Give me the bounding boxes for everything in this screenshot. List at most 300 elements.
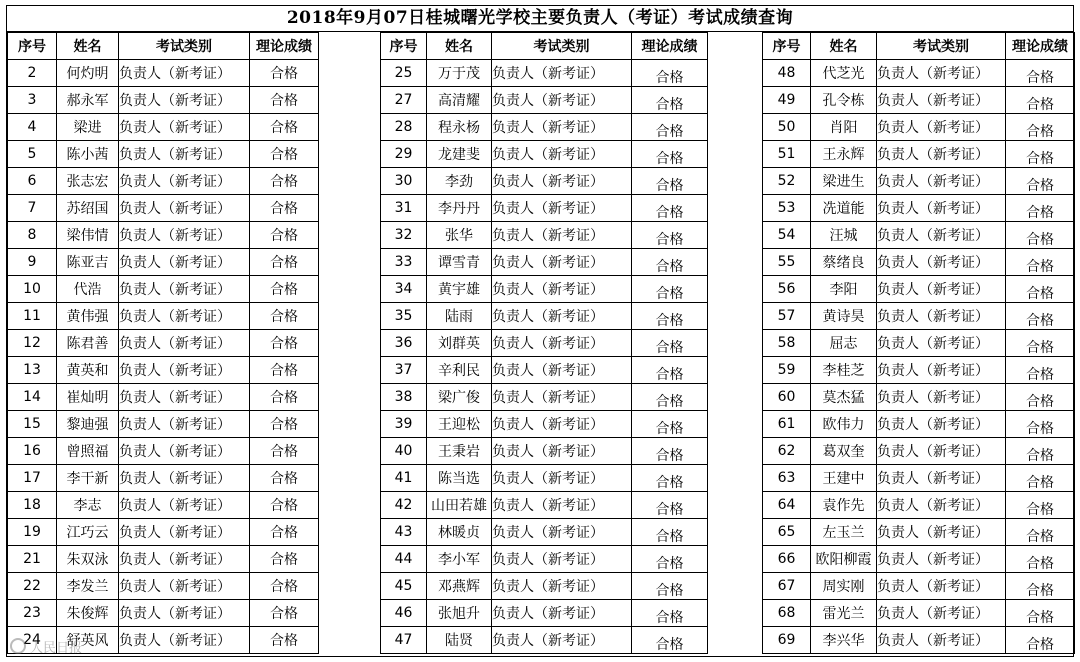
exam-category: 负责人（新考证） xyxy=(492,195,632,222)
theory-result-text: 合格 xyxy=(270,579,298,595)
exam-category: 负责人（新考证） xyxy=(877,195,1006,222)
table-row xyxy=(8,546,319,573)
candidate-name: 曾照福 xyxy=(57,438,119,465)
theory-result xyxy=(1006,222,1075,249)
row-number: 35 xyxy=(381,303,427,330)
row-number: 63 xyxy=(763,465,811,492)
row-number: 25 xyxy=(381,60,427,87)
candidate-name: 张华 xyxy=(427,222,492,249)
candidate-name: 朱双泳 xyxy=(57,546,119,573)
candidate-name: 李小军 xyxy=(427,546,492,573)
exam-category: 负责人（新考证） xyxy=(119,303,250,330)
table-row xyxy=(763,168,1075,195)
theory-result-text: 合格 xyxy=(270,120,298,136)
exam-category: 负责人（新考证） xyxy=(119,114,250,141)
row-number: 44 xyxy=(381,546,427,573)
theory-result xyxy=(632,60,708,87)
table-row xyxy=(763,195,1075,222)
theory-result xyxy=(250,573,319,600)
candidate-name: 欧阳柳霞 xyxy=(811,546,877,573)
table-row xyxy=(8,438,319,465)
exam-category: 负责人（新考证） xyxy=(492,384,632,411)
theory-result xyxy=(250,276,319,303)
table-row xyxy=(763,60,1075,87)
row-number: 21 xyxy=(8,546,57,573)
theory-result-text: 合格 xyxy=(655,556,684,572)
header-row xyxy=(8,33,319,60)
exam-category: 负责人（新考证） xyxy=(877,573,1006,600)
row-number: 42 xyxy=(381,492,427,519)
exam-category: 负责人（新考证） xyxy=(877,465,1006,492)
row-number: 56 xyxy=(763,276,811,303)
candidate-name: 张志宏 xyxy=(57,168,119,195)
row-number: 45 xyxy=(381,573,427,600)
candidate-name: 李丹丹 xyxy=(427,195,492,222)
theory-result xyxy=(1006,303,1075,330)
row-number: 34 xyxy=(381,276,427,303)
theory-result-text: 合格 xyxy=(655,394,684,410)
table-row xyxy=(8,492,319,519)
theory-result xyxy=(632,195,708,222)
results-table-2 xyxy=(380,32,708,654)
results-table-1 xyxy=(7,32,319,654)
theory-result-text: 合格 xyxy=(1026,313,1054,329)
candidate-name: 李桂芝 xyxy=(811,357,877,384)
table-row xyxy=(381,492,708,519)
exam-category: 负责人（新考证） xyxy=(877,546,1006,573)
theory-result-text: 合格 xyxy=(655,313,684,329)
exam-category: 负责人（新考证） xyxy=(877,60,1006,87)
candidate-name: 王秉岩 xyxy=(427,438,492,465)
column-header-seq: 序号 xyxy=(381,33,427,60)
table-row xyxy=(8,600,319,627)
candidate-name: 葛双奎 xyxy=(811,438,877,465)
theory-result xyxy=(250,168,319,195)
candidate-name: 谭雪青 xyxy=(427,249,492,276)
theory-result xyxy=(1006,357,1075,384)
theory-result xyxy=(1006,60,1075,87)
theory-result xyxy=(632,465,708,492)
candidate-name: 何灼明 xyxy=(57,60,119,87)
theory-result-text: 合格 xyxy=(270,417,298,433)
column-header-category: 考试类别 xyxy=(492,33,632,60)
column-header-category: 考试类别 xyxy=(877,33,1006,60)
column-header-category: 考试类别 xyxy=(119,33,250,60)
candidate-name: 李志 xyxy=(57,492,119,519)
theory-result xyxy=(632,384,708,411)
candidate-name: 李发兰 xyxy=(57,573,119,600)
row-number: 67 xyxy=(763,573,811,600)
table-row xyxy=(381,357,708,384)
theory-result-text: 合格 xyxy=(655,286,684,302)
header-row xyxy=(381,33,708,60)
candidate-name: 辛利民 xyxy=(427,357,492,384)
theory-result-text: 合格 xyxy=(1026,367,1054,383)
theory-result xyxy=(1006,276,1075,303)
theory-result xyxy=(632,249,708,276)
theory-result-text: 合格 xyxy=(1026,421,1054,437)
exam-category: 负责人（新考证） xyxy=(119,492,250,519)
row-number: 11 xyxy=(8,303,57,330)
table-row xyxy=(763,600,1075,627)
theory-result xyxy=(250,357,319,384)
candidate-name: 黎迪强 xyxy=(57,411,119,438)
row-number: 57 xyxy=(763,303,811,330)
theory-result xyxy=(632,357,708,384)
theory-result xyxy=(1006,492,1075,519)
candidate-name: 李干新 xyxy=(57,465,119,492)
theory-result-text: 合格 xyxy=(270,255,298,271)
exam-category: 负责人（新考证） xyxy=(119,465,250,492)
table-row xyxy=(763,249,1075,276)
candidate-name: 代芝光 xyxy=(811,60,877,87)
theory-result-text: 合格 xyxy=(270,228,298,244)
exam-category: 负责人（新考证） xyxy=(119,195,250,222)
theory-result xyxy=(1006,627,1075,654)
candidate-name: 林暖贞 xyxy=(427,519,492,546)
row-number: 48 xyxy=(763,60,811,87)
exam-category: 负责人（新考证） xyxy=(877,330,1006,357)
row-number: 33 xyxy=(381,249,427,276)
exam-category: 负责人（新考证） xyxy=(877,492,1006,519)
exam-category: 负责人（新考证） xyxy=(119,87,250,114)
table-row xyxy=(381,114,708,141)
exam-category: 负责人（新考证） xyxy=(877,519,1006,546)
row-number: 32 xyxy=(381,222,427,249)
table-row xyxy=(8,168,319,195)
theory-result xyxy=(632,492,708,519)
row-number: 10 xyxy=(8,276,57,303)
row-number: 64 xyxy=(763,492,811,519)
table-row xyxy=(8,60,319,87)
sheet-title: 2018年9月07日桂城曙光学校主要负责人（考证）考试成绩查询 xyxy=(7,6,1073,32)
row-number: 13 xyxy=(8,357,57,384)
theory-result xyxy=(250,519,319,546)
column-header-name: 姓名 xyxy=(427,33,492,60)
exam-category: 负责人（新考证） xyxy=(877,438,1006,465)
theory-result xyxy=(1006,465,1075,492)
exam-category: 负责人（新考证） xyxy=(492,330,632,357)
candidate-name: 汪城 xyxy=(811,222,877,249)
theory-result xyxy=(250,438,319,465)
theory-result xyxy=(250,330,319,357)
table-row xyxy=(381,465,708,492)
results-table-3 xyxy=(762,32,1075,654)
theory-result-text: 合格 xyxy=(655,610,684,626)
theory-result xyxy=(632,276,708,303)
table-row xyxy=(763,276,1075,303)
theory-result-text: 合格 xyxy=(655,232,684,248)
theory-result xyxy=(1006,330,1075,357)
row-number: 36 xyxy=(381,330,427,357)
table-row xyxy=(763,627,1075,654)
theory-result-text: 合格 xyxy=(1026,394,1054,410)
theory-result-text: 合格 xyxy=(1026,178,1054,194)
theory-result xyxy=(250,249,319,276)
row-number: 23 xyxy=(8,600,57,627)
table-row xyxy=(763,114,1075,141)
candidate-name: 屈志 xyxy=(811,330,877,357)
column-header-seq: 序号 xyxy=(8,33,57,60)
candidate-name: 郝永军 xyxy=(57,87,119,114)
candidate-name: 陈小茜 xyxy=(57,141,119,168)
row-number: 60 xyxy=(763,384,811,411)
table-row xyxy=(381,276,708,303)
candidate-name: 陈亚吉 xyxy=(57,249,119,276)
exam-category: 负责人（新考证） xyxy=(492,87,632,114)
table-row xyxy=(8,357,319,384)
theory-result xyxy=(1006,168,1075,195)
candidate-name: 李兴华 xyxy=(811,627,877,654)
row-number: 69 xyxy=(763,627,811,654)
theory-result-text: 合格 xyxy=(655,70,684,86)
candidate-name: 周实刚 xyxy=(811,573,877,600)
table-row xyxy=(381,168,708,195)
theory-result-text: 合格 xyxy=(1026,151,1054,167)
candidate-name: 江巧云 xyxy=(57,519,119,546)
row-number: 65 xyxy=(763,519,811,546)
candidate-name: 万于茂 xyxy=(427,60,492,87)
row-number: 47 xyxy=(381,627,427,654)
theory-result xyxy=(1006,114,1075,141)
row-number: 40 xyxy=(381,438,427,465)
table-row xyxy=(381,519,708,546)
row-number: 54 xyxy=(763,222,811,249)
row-number: 53 xyxy=(763,195,811,222)
theory-result-text: 合格 xyxy=(1026,232,1054,248)
candidate-name: 雷光兰 xyxy=(811,600,877,627)
exam-category: 负责人（新考证） xyxy=(492,60,632,87)
theory-result xyxy=(632,168,708,195)
table-row xyxy=(381,60,708,87)
table-row xyxy=(8,249,319,276)
theory-result-text: 合格 xyxy=(1026,124,1054,140)
score-sheet xyxy=(6,5,1074,657)
column-header-result: 理论成绩 xyxy=(250,33,319,60)
theory-result-text: 合格 xyxy=(270,174,298,190)
row-number: 17 xyxy=(8,465,57,492)
theory-result xyxy=(632,222,708,249)
exam-category: 负责人（新考证） xyxy=(492,222,632,249)
row-number: 30 xyxy=(381,168,427,195)
table-row xyxy=(8,222,319,249)
exam-category: 负责人（新考证） xyxy=(877,87,1006,114)
theory-result-text: 合格 xyxy=(655,448,684,464)
table-row xyxy=(763,492,1075,519)
column-header-result: 理论成绩 xyxy=(632,33,708,60)
theory-result xyxy=(1006,600,1075,627)
table-row xyxy=(763,357,1075,384)
table-row xyxy=(8,276,319,303)
theory-result xyxy=(250,195,319,222)
theory-result-text: 合格 xyxy=(655,259,684,275)
theory-result-text: 合格 xyxy=(1026,70,1054,86)
candidate-name: 梁进 xyxy=(57,114,119,141)
row-number: 52 xyxy=(763,168,811,195)
exam-category: 负责人（新考证） xyxy=(492,249,632,276)
candidate-name: 冼道能 xyxy=(811,195,877,222)
theory-result xyxy=(632,114,708,141)
table-row xyxy=(763,222,1075,249)
table-row xyxy=(763,573,1075,600)
table-row xyxy=(8,411,319,438)
exam-category: 负责人（新考证） xyxy=(119,249,250,276)
table-row xyxy=(381,222,708,249)
row-number: 22 xyxy=(8,573,57,600)
row-number: 37 xyxy=(381,357,427,384)
exam-category: 负责人（新考证） xyxy=(119,141,250,168)
theory-result xyxy=(632,303,708,330)
watermark-text: 人民日报 xyxy=(30,641,83,656)
theory-result xyxy=(1006,546,1075,573)
table-row xyxy=(763,411,1075,438)
candidate-name: 朱俊辉 xyxy=(57,600,119,627)
theory-result-text: 合格 xyxy=(1026,475,1054,491)
table-row xyxy=(381,438,708,465)
row-number: 49 xyxy=(763,87,811,114)
table-row xyxy=(381,627,708,654)
candidate-name: 蔡绪良 xyxy=(811,249,877,276)
theory-result xyxy=(632,519,708,546)
theory-result-text: 合格 xyxy=(655,97,684,113)
column-header-name: 姓名 xyxy=(57,33,119,60)
column-header-seq: 序号 xyxy=(763,33,811,60)
candidate-name: 陈君善 xyxy=(57,330,119,357)
table-row xyxy=(381,195,708,222)
row-number: 2 xyxy=(8,60,57,87)
theory-result xyxy=(1006,249,1075,276)
watermark xyxy=(10,637,82,656)
candidate-name: 左玉兰 xyxy=(811,519,877,546)
theory-result xyxy=(632,87,708,114)
row-number: 43 xyxy=(381,519,427,546)
theory-result-text: 合格 xyxy=(655,475,684,491)
theory-result-text: 合格 xyxy=(1026,556,1054,572)
table-row xyxy=(381,87,708,114)
theory-result xyxy=(250,627,319,654)
table-row xyxy=(8,303,319,330)
row-number: 46 xyxy=(381,600,427,627)
theory-result-text: 合格 xyxy=(655,124,684,140)
exam-category: 负责人（新考证） xyxy=(492,114,632,141)
table-row xyxy=(381,600,708,627)
table-row xyxy=(381,249,708,276)
theory-result-text: 合格 xyxy=(1026,205,1054,221)
row-number: 41 xyxy=(381,465,427,492)
exam-category: 负责人（新考证） xyxy=(492,519,632,546)
exam-category: 负责人（新考证） xyxy=(119,519,250,546)
theory-result-text: 合格 xyxy=(270,66,298,82)
exam-category: 负责人（新考证） xyxy=(877,303,1006,330)
table-row xyxy=(8,87,319,114)
exam-category: 负责人（新考证） xyxy=(877,141,1006,168)
theory-result-text: 合格 xyxy=(270,606,298,622)
table-row xyxy=(381,330,708,357)
theory-result xyxy=(1006,519,1075,546)
column-header-result: 理论成绩 xyxy=(1006,33,1075,60)
row-number: 5 xyxy=(8,141,57,168)
row-number: 31 xyxy=(381,195,427,222)
candidate-name: 梁进生 xyxy=(811,168,877,195)
theory-result xyxy=(1006,384,1075,411)
theory-result-text: 合格 xyxy=(1026,286,1054,302)
theory-result xyxy=(632,546,708,573)
exam-category: 负责人（新考证） xyxy=(877,276,1006,303)
table-row xyxy=(381,141,708,168)
theory-result xyxy=(632,627,708,654)
theory-result-text: 合格 xyxy=(270,147,298,163)
theory-result xyxy=(632,600,708,627)
candidate-name: 陆贤 xyxy=(427,627,492,654)
table-row xyxy=(763,465,1075,492)
theory-result xyxy=(250,465,319,492)
exam-category: 负责人（新考证） xyxy=(877,222,1006,249)
table-row xyxy=(763,141,1075,168)
theory-result xyxy=(1006,195,1075,222)
candidate-name: 莫杰猛 xyxy=(811,384,877,411)
exam-category: 负责人（新考证） xyxy=(492,438,632,465)
theory-result-text: 合格 xyxy=(270,363,298,379)
table-row xyxy=(8,465,319,492)
theory-result xyxy=(1006,141,1075,168)
theory-result xyxy=(250,600,319,627)
row-number: 50 xyxy=(763,114,811,141)
exam-category: 负责人（新考证） xyxy=(492,168,632,195)
candidate-name: 黄英和 xyxy=(57,357,119,384)
exam-category: 负责人（新考证） xyxy=(492,141,632,168)
table-row xyxy=(763,303,1075,330)
theory-result xyxy=(250,384,319,411)
theory-result xyxy=(632,141,708,168)
exam-category: 负责人（新考证） xyxy=(119,600,250,627)
exam-category: 负责人（新考证） xyxy=(492,276,632,303)
row-number: 29 xyxy=(381,141,427,168)
header-row xyxy=(763,33,1075,60)
row-number: 6 xyxy=(8,168,57,195)
candidate-name: 邓燕辉 xyxy=(427,573,492,600)
table-row xyxy=(763,87,1075,114)
theory-result xyxy=(250,303,319,330)
exam-category: 负责人（新考证） xyxy=(877,627,1006,654)
candidate-name: 梁伟情 xyxy=(57,222,119,249)
candidate-name: 刘群英 xyxy=(427,330,492,357)
exam-category: 负责人（新考证） xyxy=(119,573,250,600)
table-row xyxy=(8,114,319,141)
table-row xyxy=(381,384,708,411)
row-number: 68 xyxy=(763,600,811,627)
exam-category: 负责人（新考证） xyxy=(877,168,1006,195)
row-number: 61 xyxy=(763,411,811,438)
exam-category: 负责人（新考证） xyxy=(877,249,1006,276)
theory-result-text: 合格 xyxy=(270,633,298,649)
table-row xyxy=(763,519,1075,546)
row-number: 58 xyxy=(763,330,811,357)
candidate-name: 崔灿明 xyxy=(57,384,119,411)
theory-result-text: 合格 xyxy=(270,309,298,325)
row-number: 19 xyxy=(8,519,57,546)
exam-category: 负责人（新考证） xyxy=(119,222,250,249)
theory-result-text: 合格 xyxy=(655,529,684,545)
theory-result-text: 合格 xyxy=(655,367,684,383)
candidate-name: 王永辉 xyxy=(811,141,877,168)
theory-result-text: 合格 xyxy=(655,583,684,599)
table-row xyxy=(8,141,319,168)
exam-category: 负责人（新考证） xyxy=(492,627,632,654)
table-row xyxy=(8,573,319,600)
candidate-name: 陈当选 xyxy=(427,465,492,492)
theory-result-text: 合格 xyxy=(270,282,298,298)
row-number: 7 xyxy=(8,195,57,222)
